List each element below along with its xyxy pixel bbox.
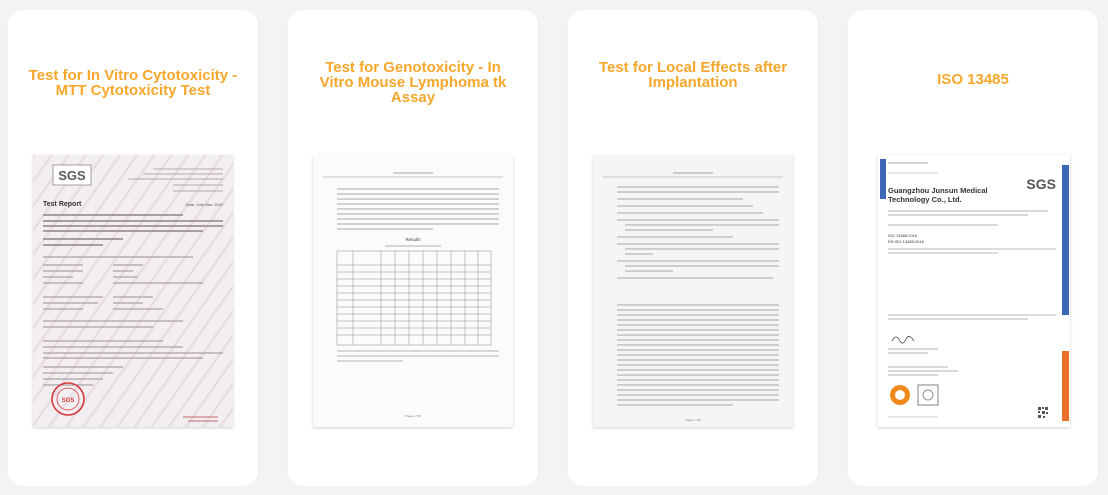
- certificate-card-iso13485[interactable]: [848, 10, 1098, 486]
- stamp-text: SGS: [61, 398, 75, 404]
- report-thumbnail[interactable]: [313, 155, 513, 427]
- page-footer: Page 1 / 50: [405, 414, 421, 418]
- certificate-card-cytotoxicity[interactable]: [8, 10, 258, 486]
- sgs-logo: SGS: [1026, 176, 1056, 192]
- company-name-line1: Guangzhou Junsun Medical: [888, 186, 988, 195]
- report-thumbnail[interactable]: [33, 155, 233, 427]
- report-thumbnail[interactable]: [593, 155, 793, 427]
- card-title: Test for In Vitro Cytotoxicity - MTT Cytotoxicity Test: [28, 67, 238, 99]
- standard-en: EN ISO 13485:2016: [888, 239, 924, 244]
- card-title: Test for Genotoxicity - In Vitro Mouse Lymphoma tk Assay: [319, 59, 507, 106]
- company-name-line2: Technology Co., Ltd.: [888, 195, 962, 204]
- certificate-card-genotoxicity[interactable]: [288, 10, 538, 486]
- certificate-thumbnail[interactable]: [878, 155, 1070, 427]
- report-heading: Test Report: [43, 201, 82, 208]
- card-title: Test for Local Effects after Implantation: [598, 59, 788, 91]
- page-footer: Page 1 / 80: [685, 418, 701, 422]
- standard-iso: ISO 13485:2016: [888, 233, 918, 238]
- certificate-card-implantation[interactable]: [568, 10, 818, 486]
- sgs-logo: SGS: [58, 168, 86, 183]
- section-heading: Results: [405, 237, 421, 242]
- card-title: ISO 13485: [937, 71, 1009, 88]
- report-date: Date: 14th Mar. 2022: [185, 202, 223, 207]
